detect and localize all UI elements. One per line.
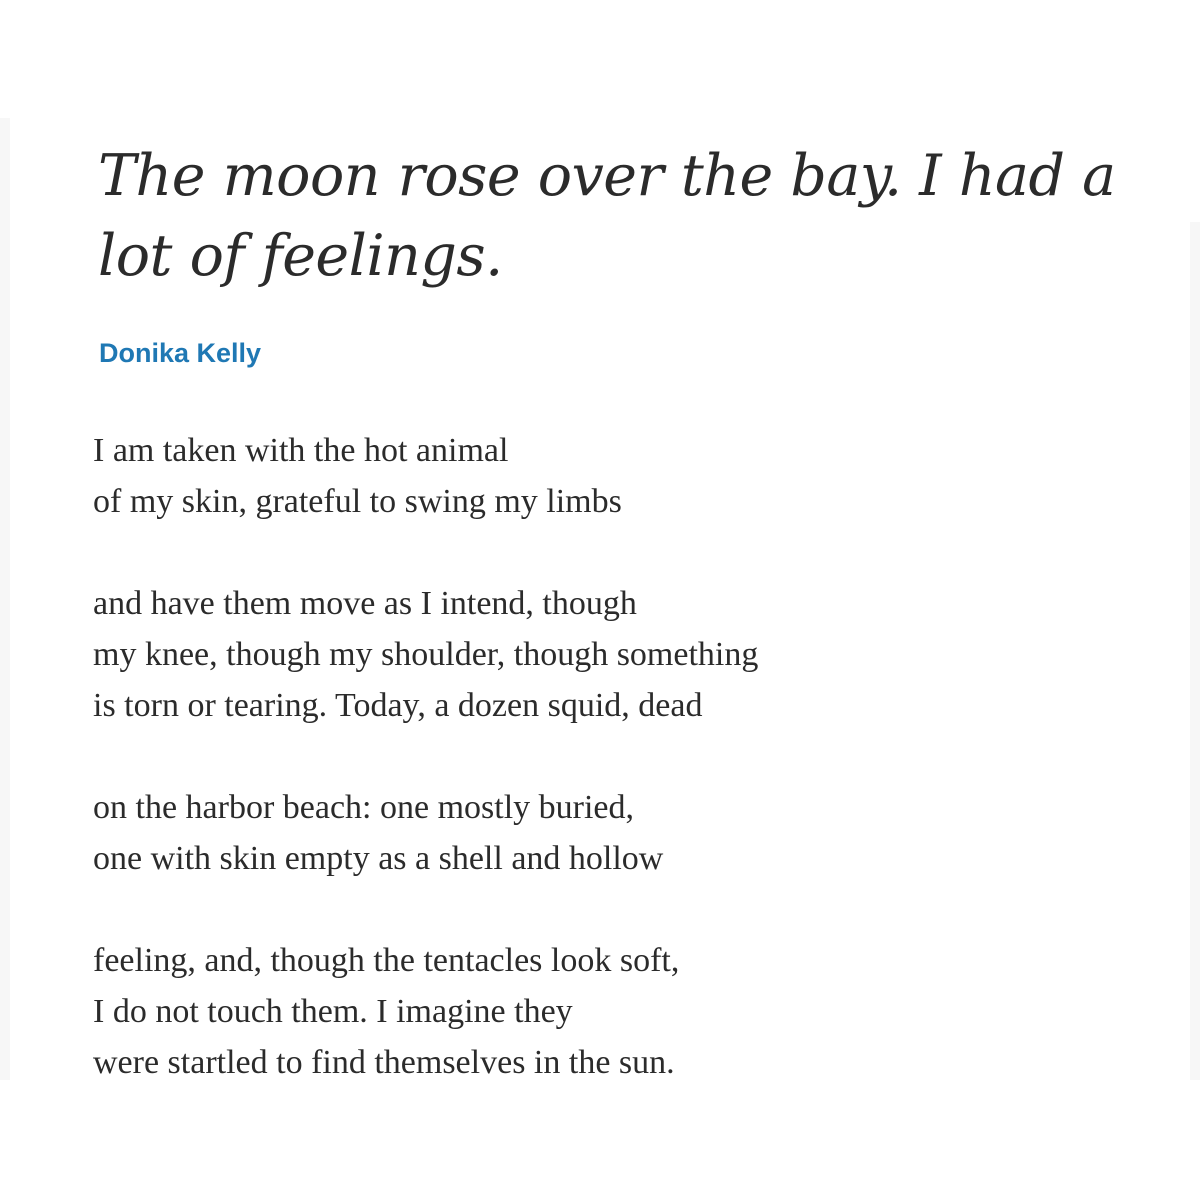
poem-line: of my skin, grateful to swing my limbs <box>93 483 622 520</box>
author-link[interactable]: Donika Kelly <box>99 338 262 368</box>
stanza-2 <box>93 578 1093 731</box>
poem-article <box>10 118 1190 1080</box>
poem-line: I am taken with the hot animal <box>93 432 509 469</box>
stanza-1 <box>93 425 1093 527</box>
poem-line: is torn or tearing. Today, a dozen squid, dead <box>93 687 703 724</box>
left-edge-shadow <box>0 118 10 1080</box>
stanza-4 <box>93 935 1093 1080</box>
poem-line: feeling, and, though the tentacles look soft, <box>93 942 680 979</box>
poem-title: The moon rose over the bay. I had a lot of feelings. <box>98 143 1116 289</box>
poem-line: I do not touch them. I imagine they <box>93 993 573 1030</box>
stanza-3 <box>93 782 1093 884</box>
poem-line: and have them move as I intend, though <box>93 585 637 622</box>
poem-line: one with skin empty as a shell and hollow <box>93 840 664 877</box>
right-edge-shadow <box>1190 222 1200 1080</box>
poem-line: on the harbor beach: one mostly buried, <box>93 789 635 826</box>
poem-line: my knee, though my shoulder, though something <box>93 636 759 673</box>
poem-line: were startled to find themselves in the sun. <box>93 1044 675 1080</box>
poem-body <box>93 425 1093 1080</box>
